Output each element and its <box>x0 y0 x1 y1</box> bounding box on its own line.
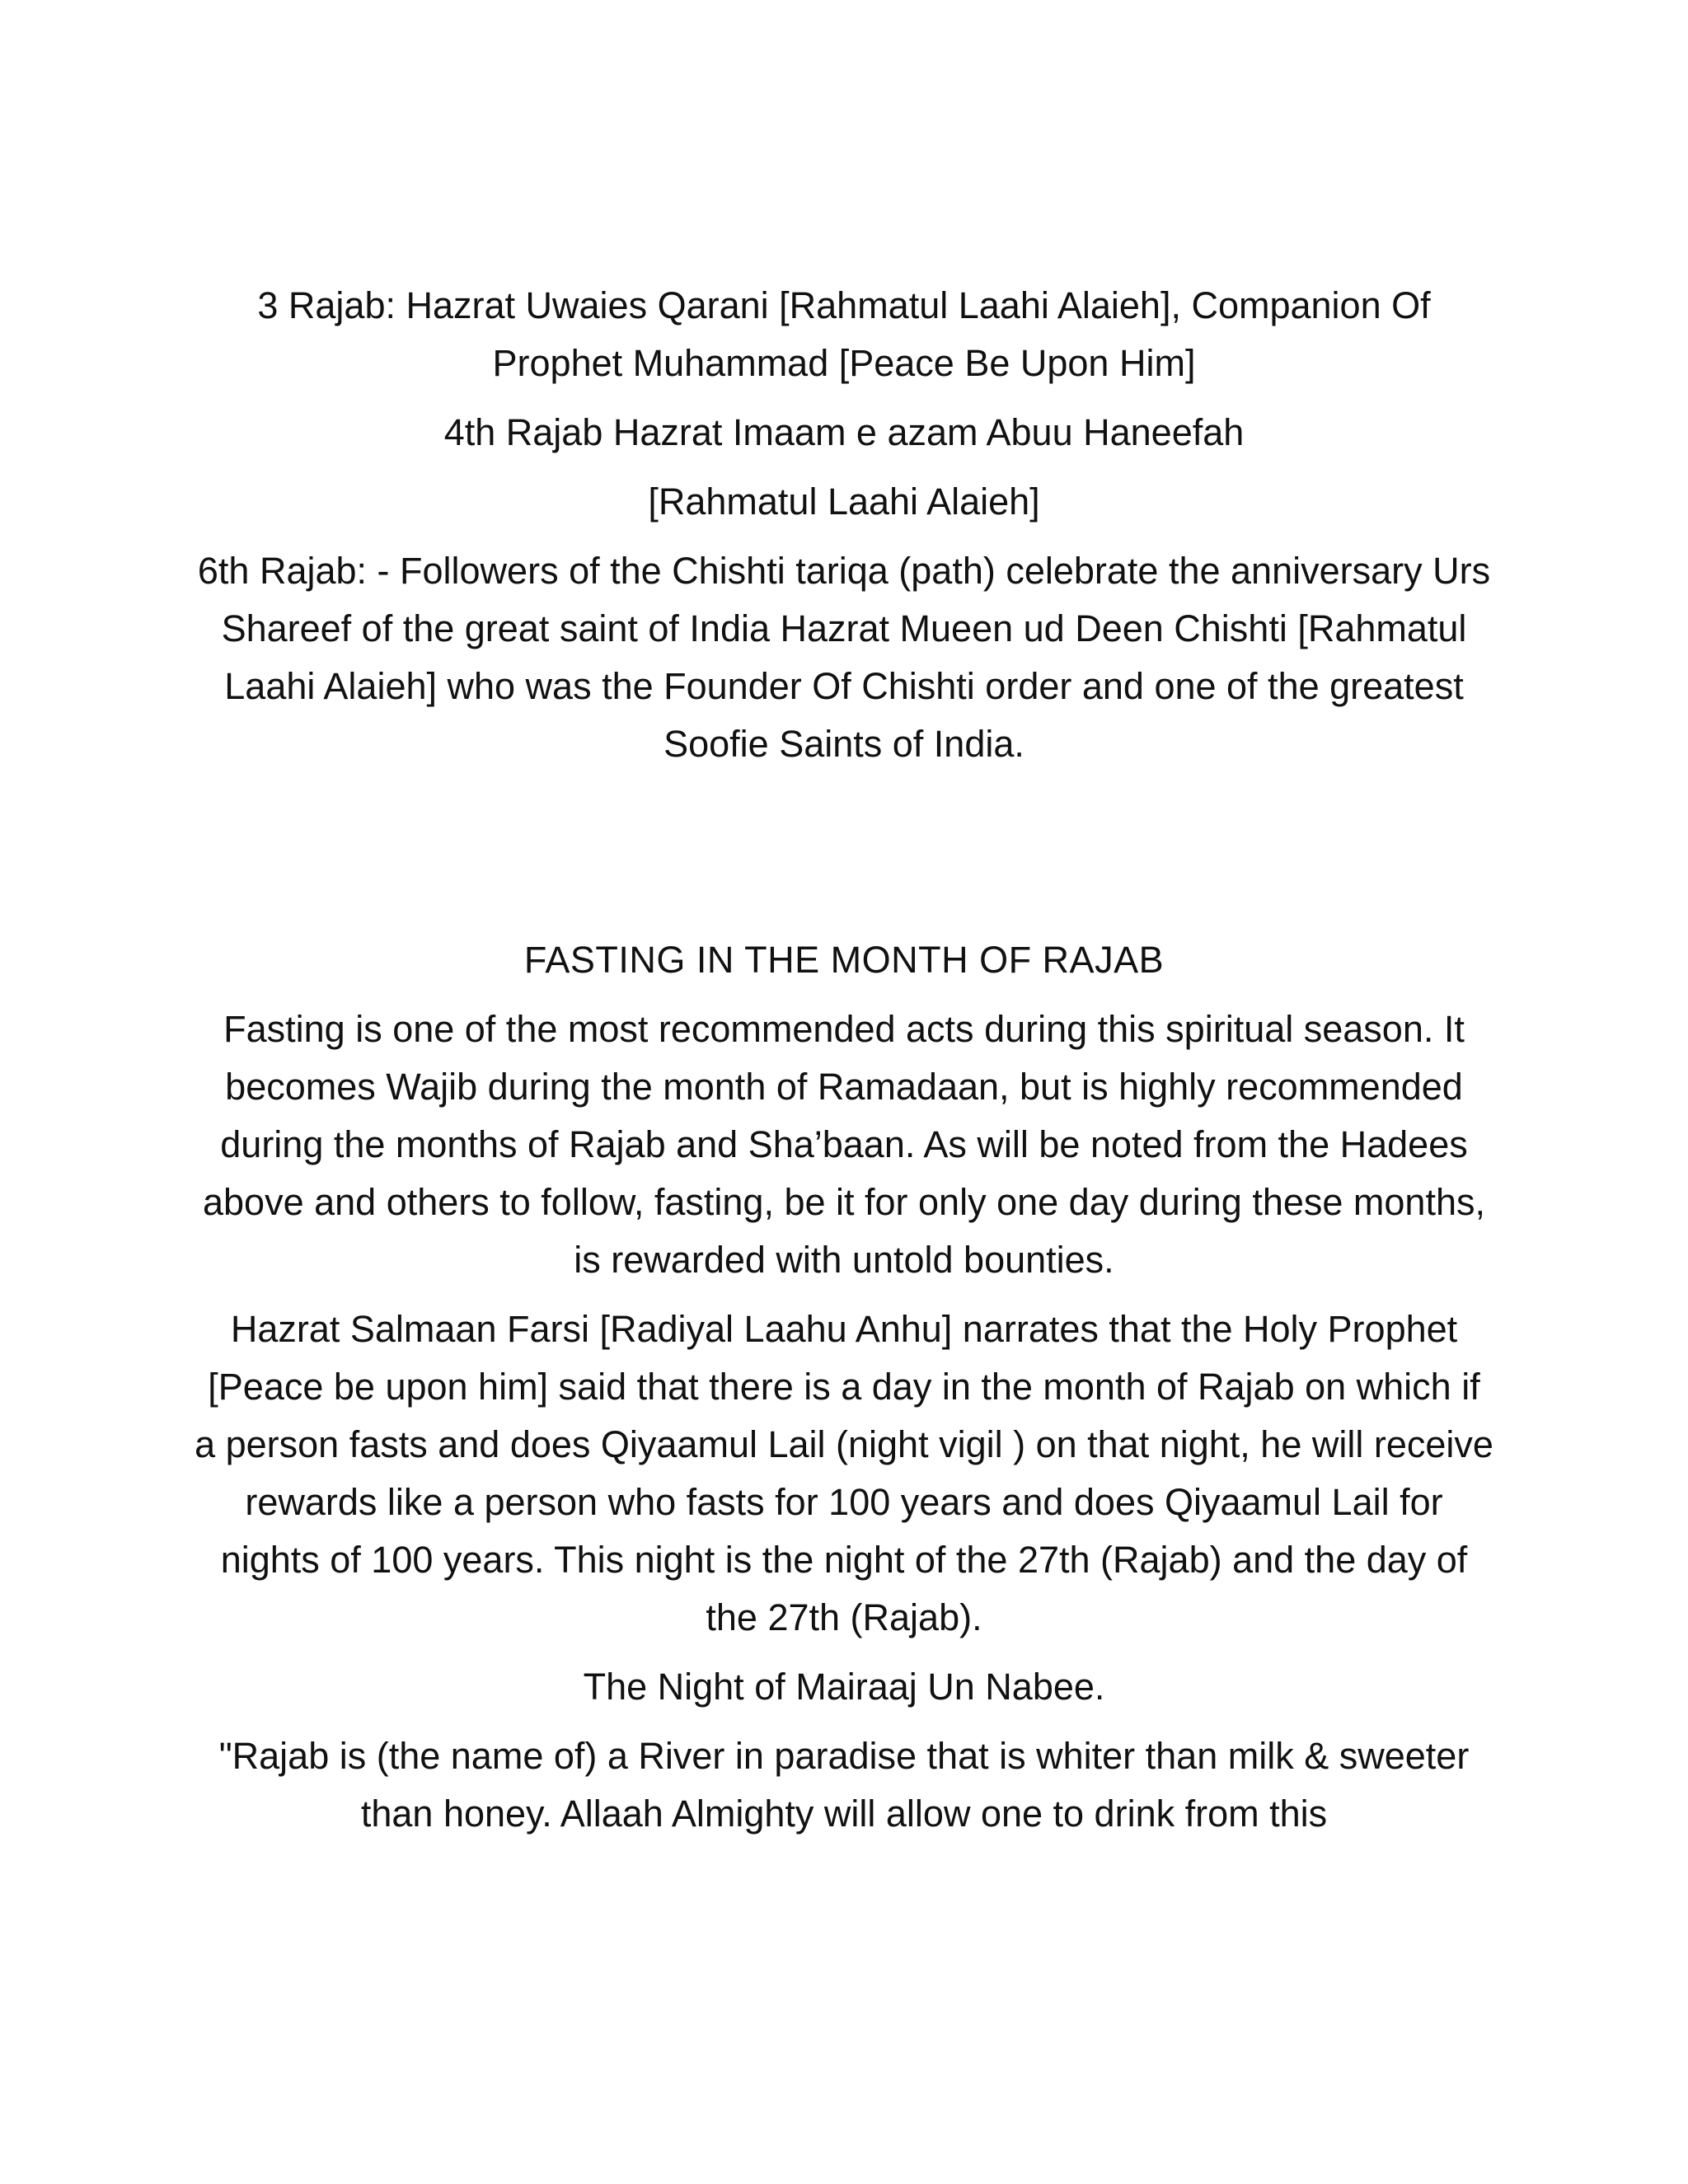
paragraph-river-in-paradise: "Rajab is (the name of) a River in paradise that is whiter than milk & sweeter than honey. Allaah Almighty will allow one to drink from this <box>218 1735 1470 1835</box>
section-heading: FASTING IN THE MONTH OF RAJAB <box>523 939 1165 981</box>
section-spacer <box>194 785 1494 931</box>
paragraph-imaam-abuu-haneefah: 4th Rajab Hazrat Imaam e azam Abuu Haneefah <box>443 411 1245 453</box>
paragraph-fasting-recommended: Fasting is one of the most recommended acts during this spiritual season. It becomes Wajib during the month of Ramadaan, but is highly recommended during the months of Rajab and Sha’baan. As will be noted from the Hadees above and others to follow, fasting, be it for only one day during these months, is rewarded with untold bounties. <box>203 1008 1485 1281</box>
paragraph-mairaaj: The Night of Mairaaj Un Nabee. <box>583 1666 1105 1708</box>
paragraph-chishti-urs: 6th Rajab: - Followers of the Chishti tariqa (path) celebrate the anniversary Urs Shareef of the great saint of India Hazrat Mueen ud Deen Chishti [Rahmatul Laahi Alaieh] who was the Founder Of Chishti order and one of the greatest Soofie Saints of India. <box>197 550 1491 765</box>
document-body <box>194 277 1494 1854</box>
paragraph-rahmatul-laahi: [Rahmatul Laahi Alaieh] <box>648 480 1040 523</box>
paragraph-salmaan-farsi: Hazrat Salmaan Farsi [Radiyal Laahu Anhu] narrates that the Holy Prophet [Peace be upon him] said that there is a day in the month of Rajab on which if a person fasts and does Qiyaamul Lail (night vigil ) on that night, he will receive rewards like a person who fasts for 100 years and does Qiyaamul Lail for nights of 100 years. This night is the night of the 27th (Rajab) and the day of the 27th (Rajab). <box>195 1308 1493 1638</box>
paragraph-uwaies-qarani: 3 Rajab: Hazrat Uwaies Qarani [Rahmatul Laahi Alaieh], Companion Of Prophet Muhammad [Peace Be Upon Him] <box>257 284 1431 384</box>
